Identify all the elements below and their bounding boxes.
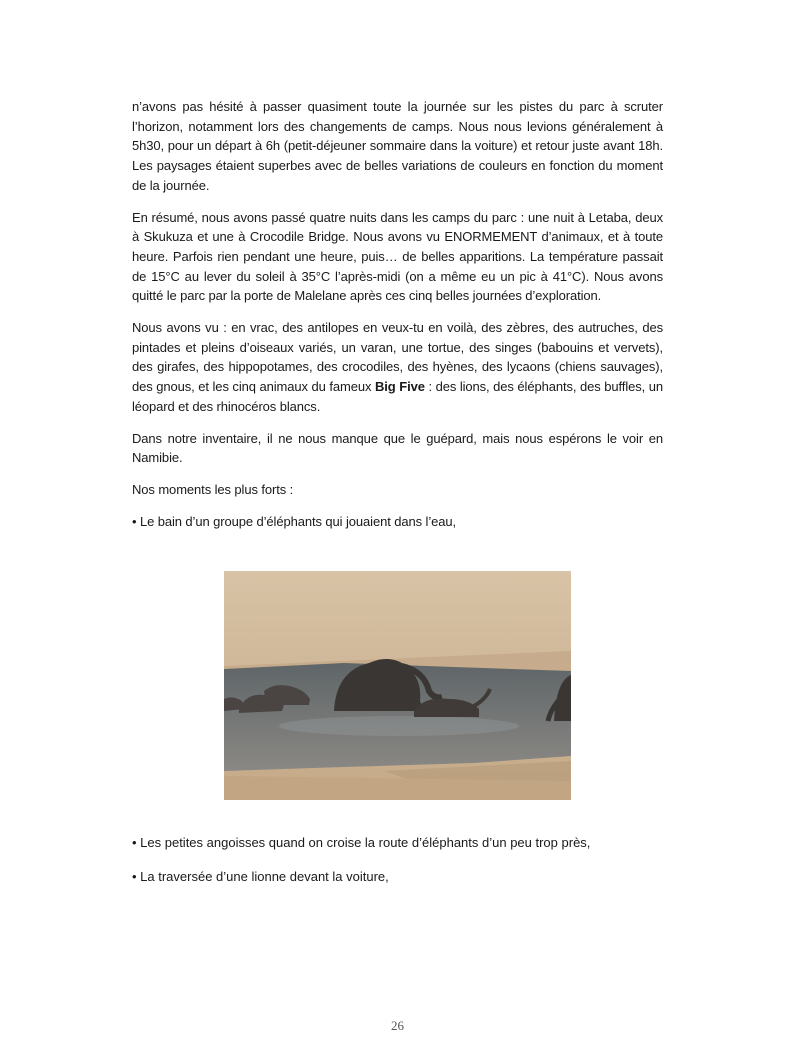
- photo-illustration: [224, 571, 571, 800]
- paragraph-3-text-b: : des lions, des éléphants, des buffles, un léopard et des rhinocéros blancs.: [132, 379, 664, 414]
- paragraph-1: n’avons pas hésité à passer quasiment toute la journée sur les pistes du parc à scruter l’horizon, notamment lors des changements de camps. Nous nous levions généralement à 5h30, pour un départ à 6h (petit-déjeuner sommaire dans la voiture) et retour juste avant 18h. Les paysages étaient superbes avec de belles variations de couleurs en fonction du moment de la journée.: [132, 99, 663, 193]
- paragraph-3-text-a: Nous avons vu : en vrac, des antilopes en veux-tu en voilà, des zèbres, des autruches, des pintades et pleins d’oiseaux variés, un varan, une tortue, des singes (babouins et vervets), des girafes, des hippopotames, des crocodiles, des hyènes, des lycaons (chiens sauvages), des gnous, et les cinq animaux du fameux: [132, 320, 663, 395]
- paragraph-4: Dans notre inventaire, il ne nous manque que le guépard, mais nous espérons le voir en Namibie.: [132, 430, 663, 466]
- page-number: 26: [391, 1018, 404, 1033]
- bullet-lioness-crossing: • La traversée d’une lionne devant la voiture,: [132, 869, 389, 884]
- paragraph-3: [132, 318, 663, 417]
- big-five-bold: Big Five: [375, 379, 425, 395]
- document-body: [132, 97, 663, 543]
- paragraph-2: En résumé, nous avons passé quatre nuits dans les camps du parc : une nuit à Letaba, deux à Skukuza et une à Crocodile Bridge. Nous avons vu ENORMEMENT d’animaux, et à toute heure. Parfois rien pendant une heure, puis… de belles apparitions. La température passait de 15°C au lever du soleil à 35°C l’après-midi (on a même eu un pic à 41°C). Nous avons quitté le parc par la porte de Malelane après ces cinq belles journées d’exploration.: [132, 209, 663, 304]
- bullet-elephant-road: • Les petites angoisses quand on croise la route d’éléphants d’un peu trop près,: [132, 835, 591, 850]
- elephants-bathing-photo: [224, 571, 571, 800]
- bullet-elephant-bath: • Le bain d’un groupe d’éléphants qui jouaient dans l’eau,: [132, 513, 457, 529]
- paragraph-5: Nos moments les plus forts :: [132, 481, 294, 497]
